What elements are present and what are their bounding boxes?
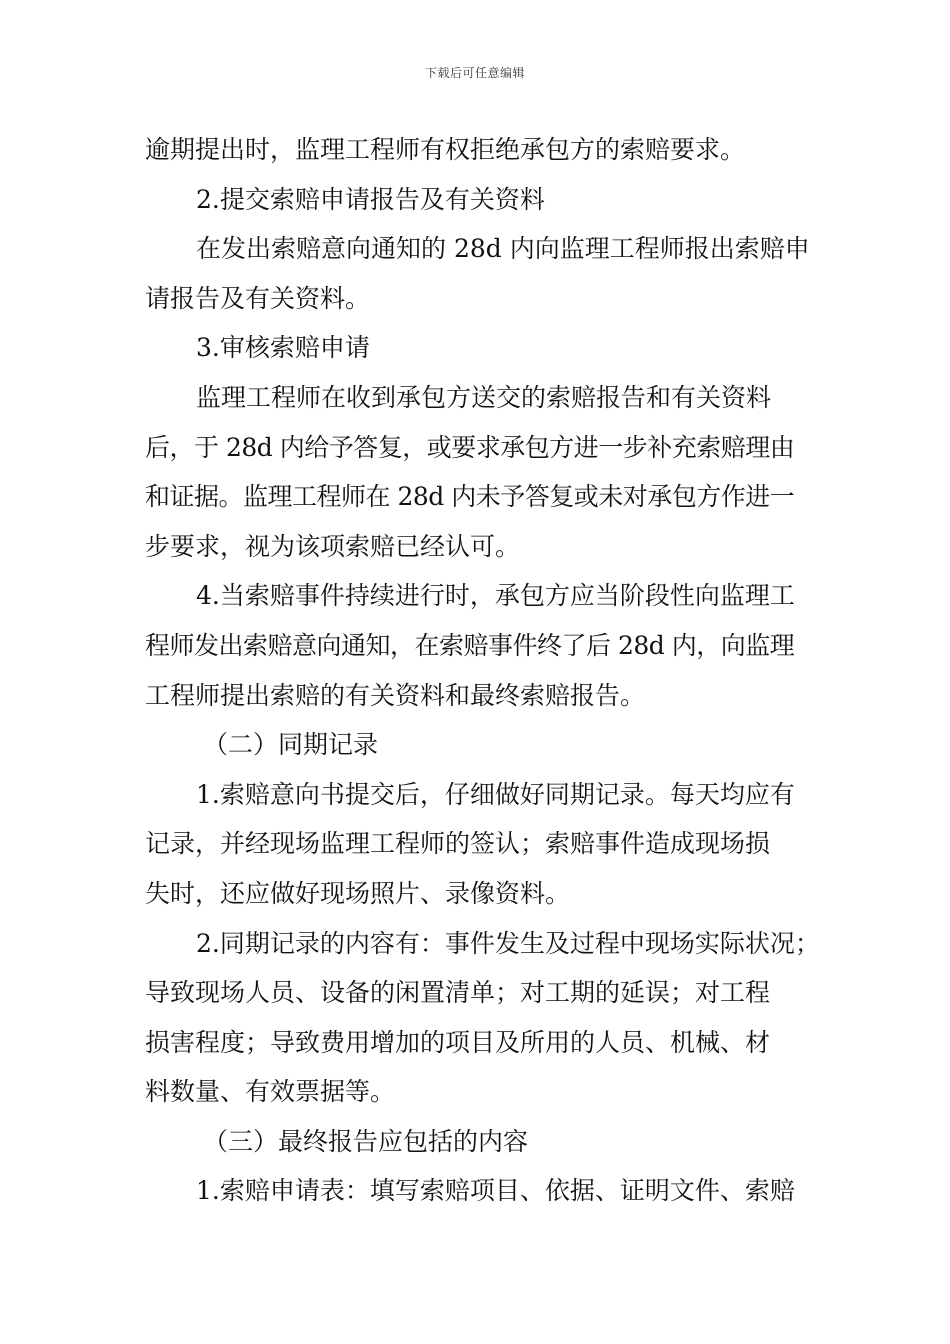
section-heading: 3.审核索赔申请 bbox=[196, 333, 370, 363]
subsection-heading: （二）同期记录 bbox=[203, 730, 379, 760]
text-line: 监理工程师在收到承包方送交的索赔报告和有关资料 bbox=[196, 382, 772, 412]
document-body bbox=[145, 125, 820, 1216]
text-line: 记录，并经现场监理工程师的签认；索赔事件造成现场损 bbox=[145, 829, 771, 859]
text-line: 失时，还应做好现场照片、录像资料。 bbox=[145, 878, 571, 908]
text-line: 请报告及有关资料。 bbox=[145, 283, 371, 313]
text-line: 在发出索赔意向通知的 28d 内向监理工程师报出索赔申 bbox=[196, 234, 810, 264]
text-line: 工程师提出索赔的有关资料和最终索赔报告。 bbox=[145, 680, 646, 710]
text-line: 逾期提出时，监理工程师有权拒绝承包方的索赔要求。 bbox=[145, 135, 746, 164]
text-line: 1.索赔意向书提交后，仔细做好同期记录。每天均应有 bbox=[196, 779, 795, 809]
text-line: 和证据。监理工程师在 28d 内未予答复或未对承包方作进一 bbox=[145, 482, 795, 512]
text-line: 4.当索赔事件持续进行时，承包方应当阶段性向监理工 bbox=[196, 581, 795, 611]
text-line: 步要求，视为该项索赔已经认可。 bbox=[145, 531, 521, 561]
page-header-note: 下载后可任意编辑 bbox=[424, 66, 525, 80]
text-line: 导致现场人员、设备的闲置清单；对工期的延误；对工程 bbox=[145, 978, 771, 1008]
text-line: 2.同期记录的内容有：事件发生及过程中现场实际状况； bbox=[196, 928, 820, 958]
subsection-heading: （三）最终报告应包括的内容 bbox=[203, 1126, 529, 1156]
text-line: 料数量、有效票据等。 bbox=[145, 1077, 396, 1107]
text-line: 损害程度；导致费用增加的项目及所用的人员、机械、材 bbox=[145, 1027, 771, 1057]
text-line: 程师发出索赔意向通知，在索赔事件终了后 28d 内，向监理 bbox=[145, 630, 795, 660]
text-line: 后，于 28d 内给予答复，或要求承包方进一步补充索赔理由 bbox=[145, 432, 795, 462]
section-heading: 2.提交索赔申请报告及有关资料 bbox=[196, 184, 545, 214]
text-line: 1.索赔申请表：填写索赔项目、依据、证明文件、索赔 bbox=[196, 1176, 795, 1206]
